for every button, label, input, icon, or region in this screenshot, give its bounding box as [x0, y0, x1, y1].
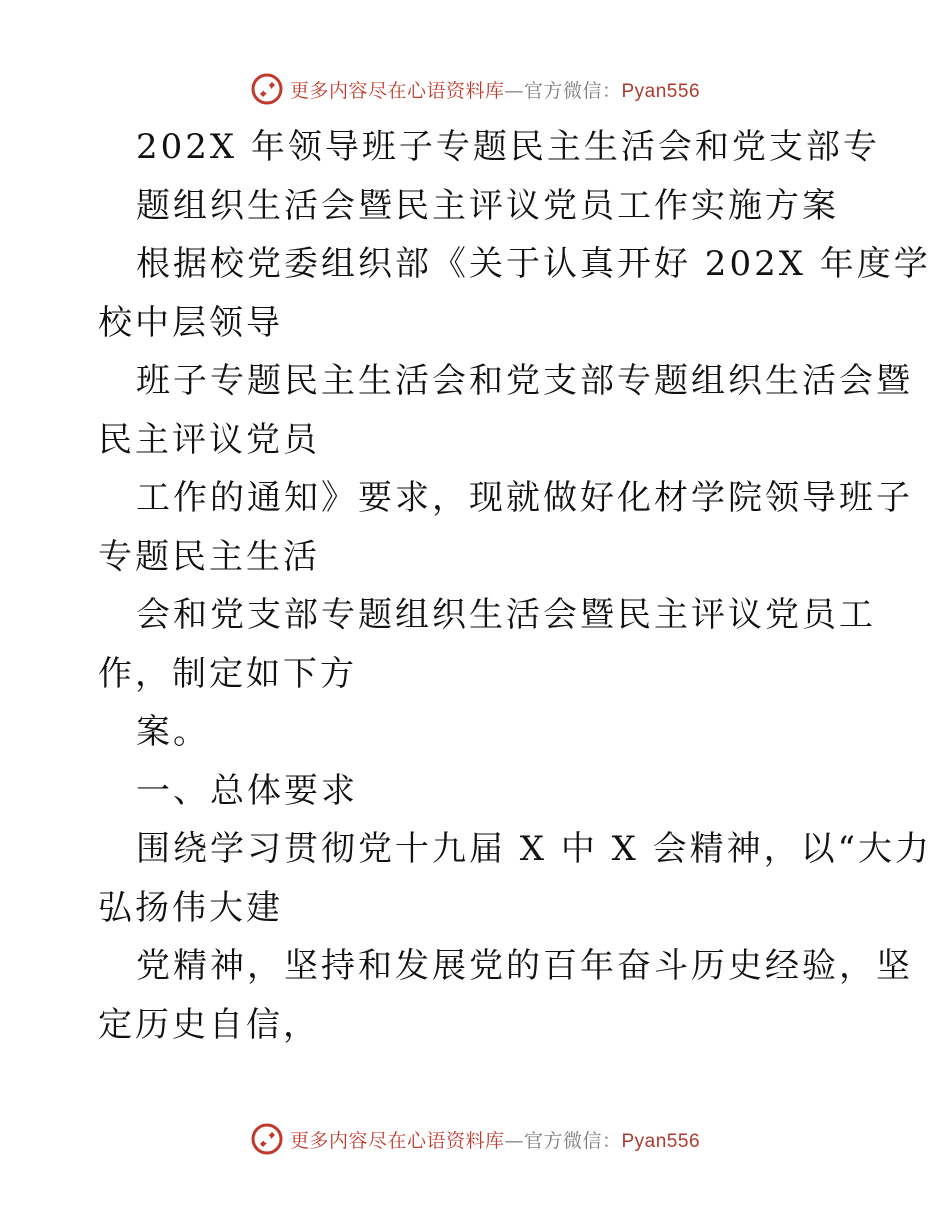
document-line: 专题民主生活	[98, 536, 320, 577]
document-line: 会和党支部专题组织生活会暨民主评议党员工	[136, 595, 876, 635]
watermark-text: 更多内容尽在心语资料库—官方微信：Pyan556	[289, 79, 701, 102]
document-line: 题组织生活会暨民主评议党员工作实施方案	[136, 185, 839, 226]
document-line: 案。	[136, 712, 210, 752]
logo-icon	[250, 1122, 284, 1156]
watermark-text: 更多内容尽在心语资料库—官方微信：Pyan556	[289, 1129, 701, 1152]
document-line: 根据校党委组织部《关于认真开好 202X 年度学	[136, 244, 931, 284]
document-line: 班子专题民主生活会和党支部专题组织生活会暨	[136, 361, 913, 401]
document-line: 校中层领导	[98, 302, 283, 343]
document-line: 弘扬伟大建	[98, 887, 283, 928]
document-line: 作，制定如下方	[98, 653, 357, 694]
footer-watermark	[0, 1122, 950, 1156]
document-body	[98, 118, 933, 1054]
document-line: 围绕学习贯彻党十九届 X 中 X 会精神，以“大力	[136, 829, 933, 869]
logo-icon	[250, 72, 284, 106]
document-line: 工作的通知》要求，现就做好化材学院领导班子	[136, 478, 913, 518]
document-line: 党精神，坚持和发展党的百年奋斗历史经验，坚	[136, 946, 913, 986]
document-line: 一、总体要求	[136, 770, 358, 811]
document-line: 202X 年领导班子专题民主生活会和党支部专	[136, 127, 880, 167]
header-watermark	[0, 72, 950, 106]
document-line: 定历史自信，	[98, 1004, 320, 1045]
document-line: 民主评议党员	[98, 419, 320, 460]
